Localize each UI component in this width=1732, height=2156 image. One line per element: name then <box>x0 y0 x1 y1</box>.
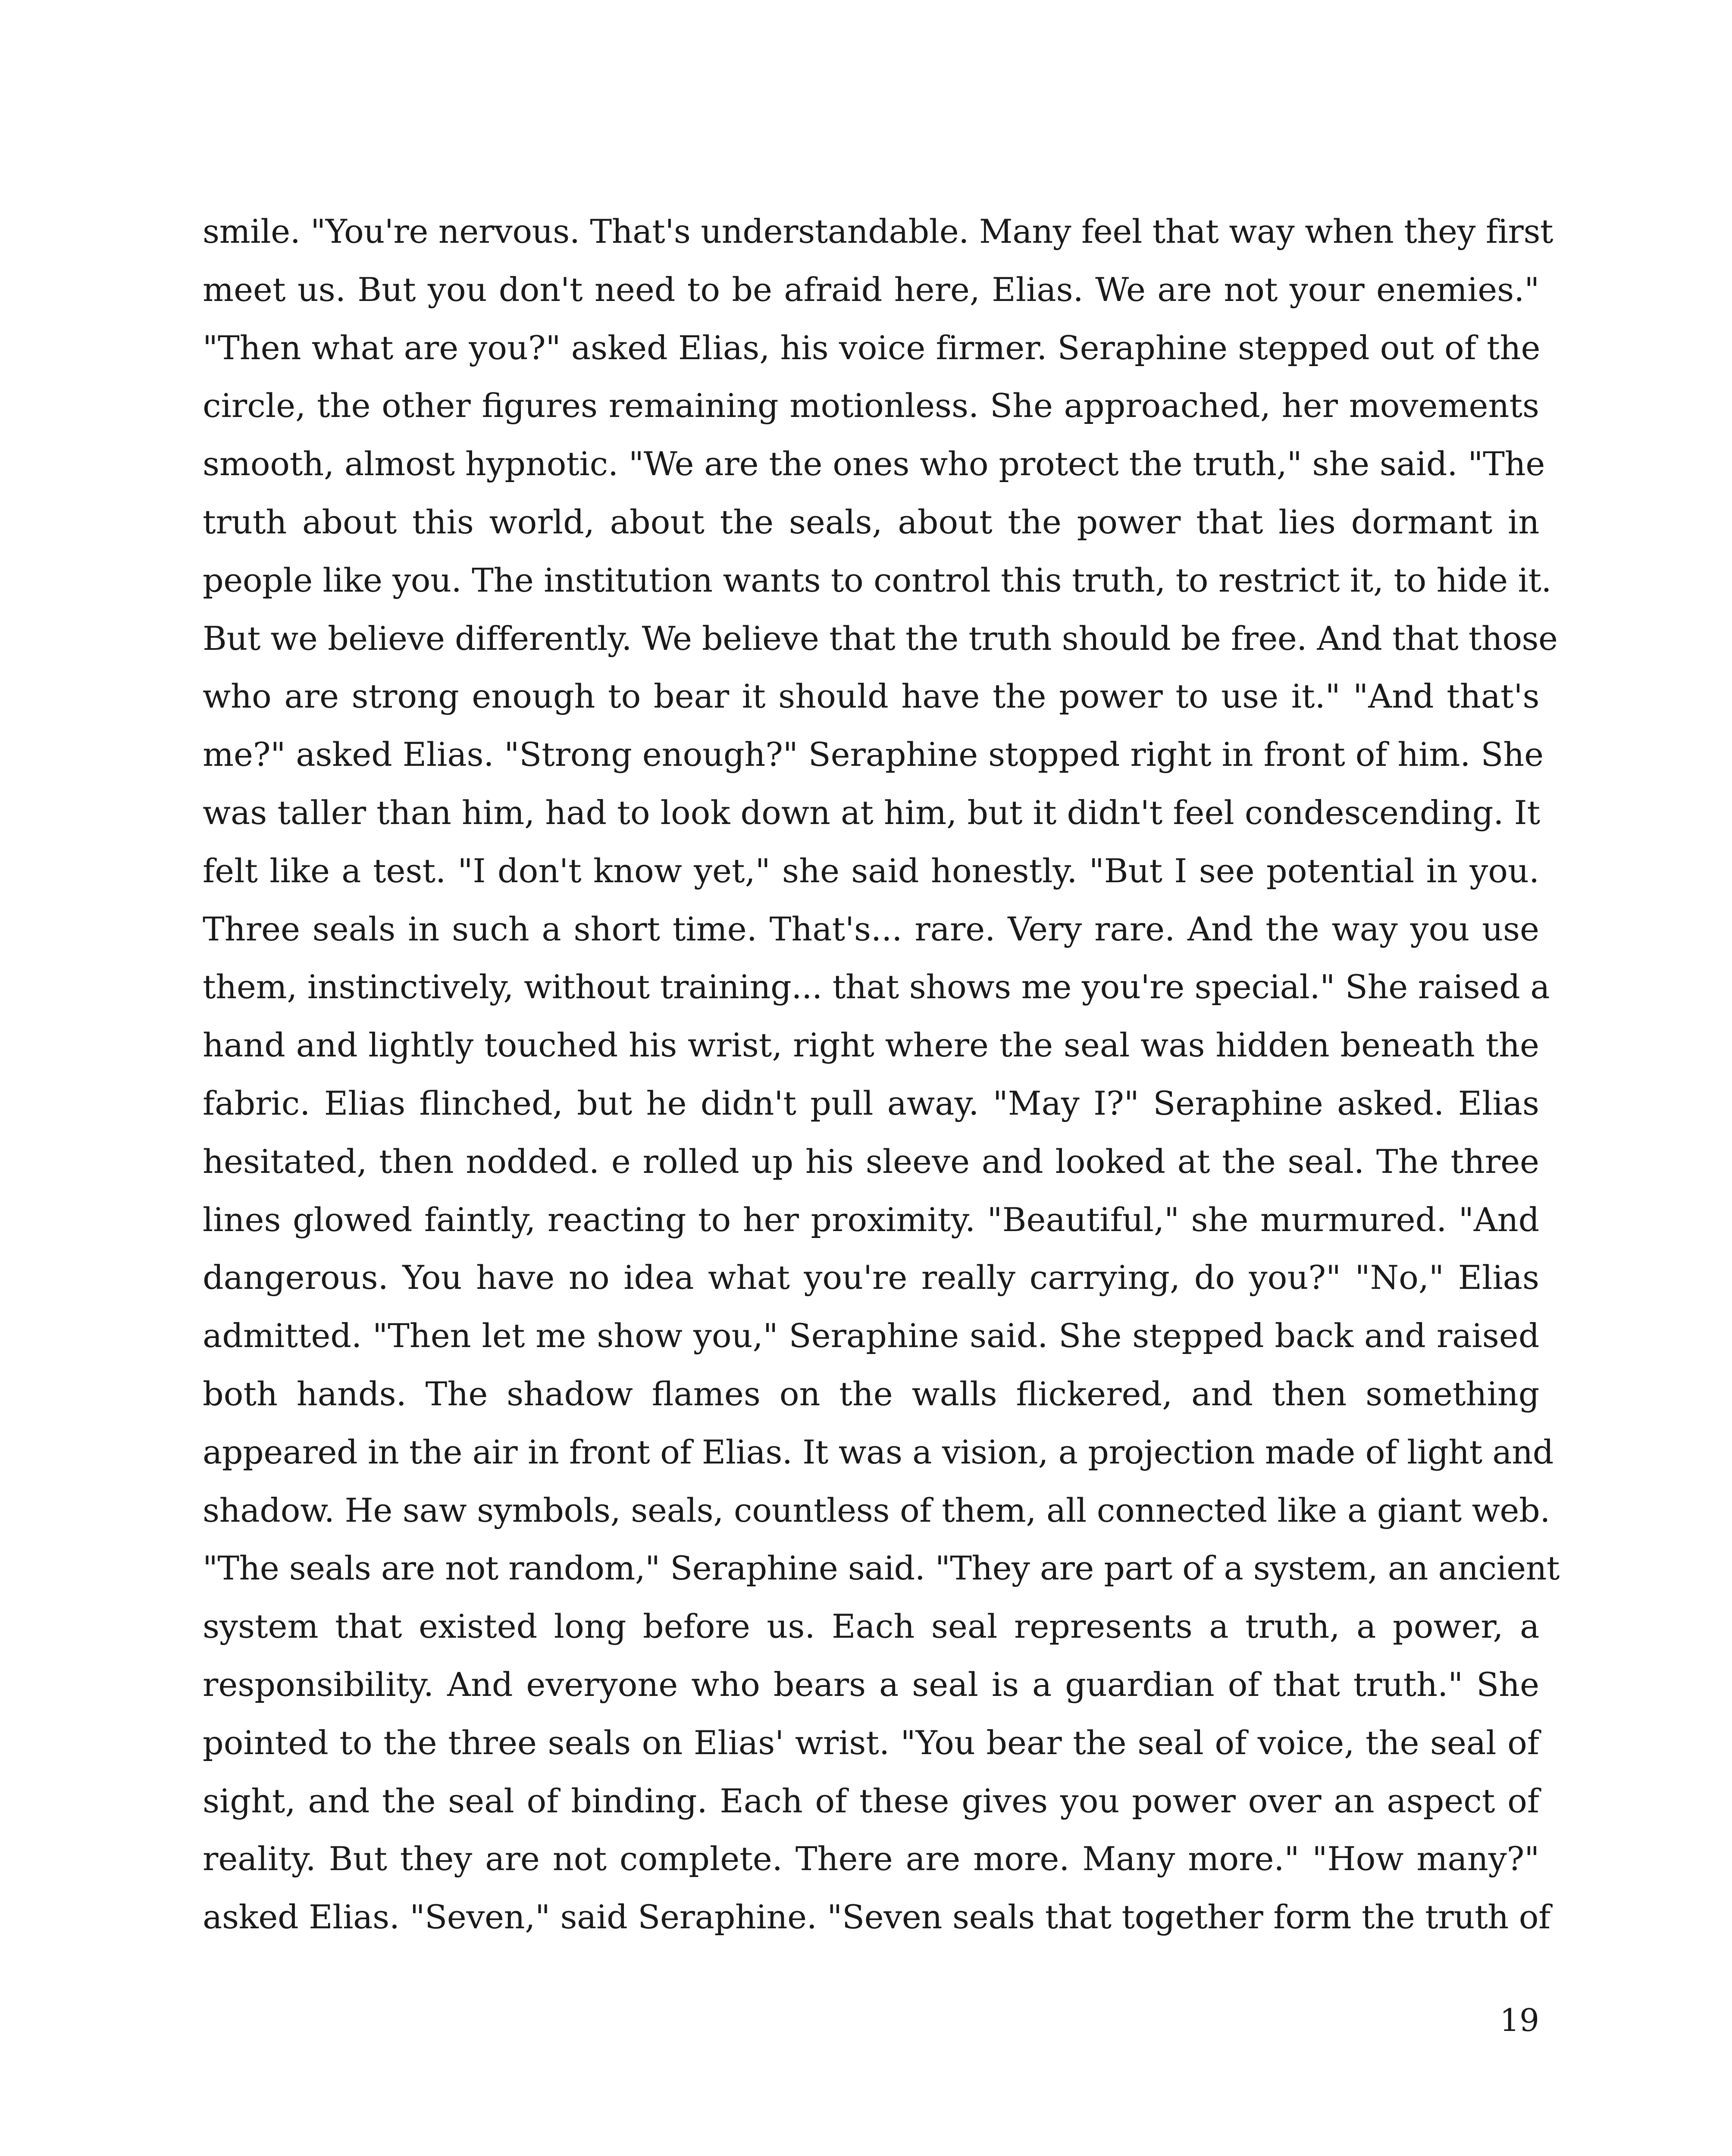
text-line: people like you. The institution wants to control this truth, to restrict it, to hide it. <box>203 561 1552 599</box>
text-line: hand and lightly touched his wrist, right where the seal was hidden beneath the <box>203 1026 1539 1065</box>
text-line: system that existed long before us. Each seal represents a truth, a power, a <box>203 1607 1540 1646</box>
text-line: shadow. He saw symbols, seals, countless of them, all connected like a giant web. <box>203 1491 1550 1529</box>
text-line: circle, the other figures remaining motionless. She approached, her movements <box>203 386 1539 425</box>
text-line: asked Elias. "Seven," said Seraphine. "Seven seals that together form the truth of <box>203 1898 1550 1937</box>
text-line: smile. "You're nervous. That's understandable. Many feel that way when they first <box>203 212 1553 251</box>
text-line: both hands. The shadow flames on the walls flickered, and then something <box>203 1374 1540 1413</box>
text-line: reality. But they are not complete. There are more. Many more." "How many?" <box>203 1839 1540 1878</box>
body-text <box>203 203 1560 1946</box>
text-line: sight, and the seal of binding. Each of these gives you power over an aspect of <box>203 1781 1539 1820</box>
text-line: truth about this world, about the seals, about the power that lies dormant in <box>203 502 1540 541</box>
text-line: admitted. "Then let me show you," Seraphine said. She stepped back and raised <box>203 1316 1540 1355</box>
text-line: was taller than him, had to look down at him, but it didn't feel condescending. It <box>203 793 1541 832</box>
text-line: fabric. Elias flinched, but he didn't pull away. "May I?" Seraphine asked. Elias <box>203 1084 1539 1122</box>
text-line: pointed to the three seals on Elias' wrist. "You bear the seal of voice, the seal of <box>203 1723 1539 1762</box>
text-line: dangerous. You have no idea what you're really carrying, do you?" "No," Elias <box>203 1258 1539 1297</box>
text-line: who are strong enough to bear it should have the power to use it." "And that's <box>203 677 1540 716</box>
text-line: appeared in the air in front of Elias. It was a vision, a projection made of light and <box>203 1432 1553 1471</box>
text-line: responsibility. And everyone who bears a seal is a guardian of that truth." She <box>203 1665 1540 1704</box>
text-line: lines glowed faintly, reacting to her proximity. "Beautiful," she murmured. "And <box>203 1200 1540 1239</box>
text-line: Three seals in such a short time. That's... rare. Very rare. And the way you use <box>203 909 1539 948</box>
text-line: "Then what are you?" asked Elias, his voice firmer. Seraphine stepped out of the <box>203 328 1541 367</box>
text-line: smooth, almost hypnotic. "We are the ones who protect the truth," she said. "The <box>203 445 1545 483</box>
text-line: felt like a test. "I don't know yet," she said honestly. "But I see potential in you. <box>203 851 1540 890</box>
page-number: 19 <box>1500 2002 1539 2038</box>
text-line: hesitated, then nodded. e rolled up his sleeve and looked at the seal. The three <box>203 1142 1540 1181</box>
text-line: "The seals are not random," Seraphine said. "They are part of a system, an ancient <box>203 1549 1560 1588</box>
text-line: them, instinctively, without training... that shows me you're special." She raised a <box>203 968 1550 1006</box>
text-line: me?" asked Elias. "Strong enough?" Seraphine stopped right in front of him. She <box>203 735 1544 774</box>
text-line: But we believe differently. We believe that the truth should be free. And that those <box>203 619 1558 658</box>
text-line: meet us. But you don't need to be afraid here, Elias. We are not your enemies." <box>203 270 1540 309</box>
